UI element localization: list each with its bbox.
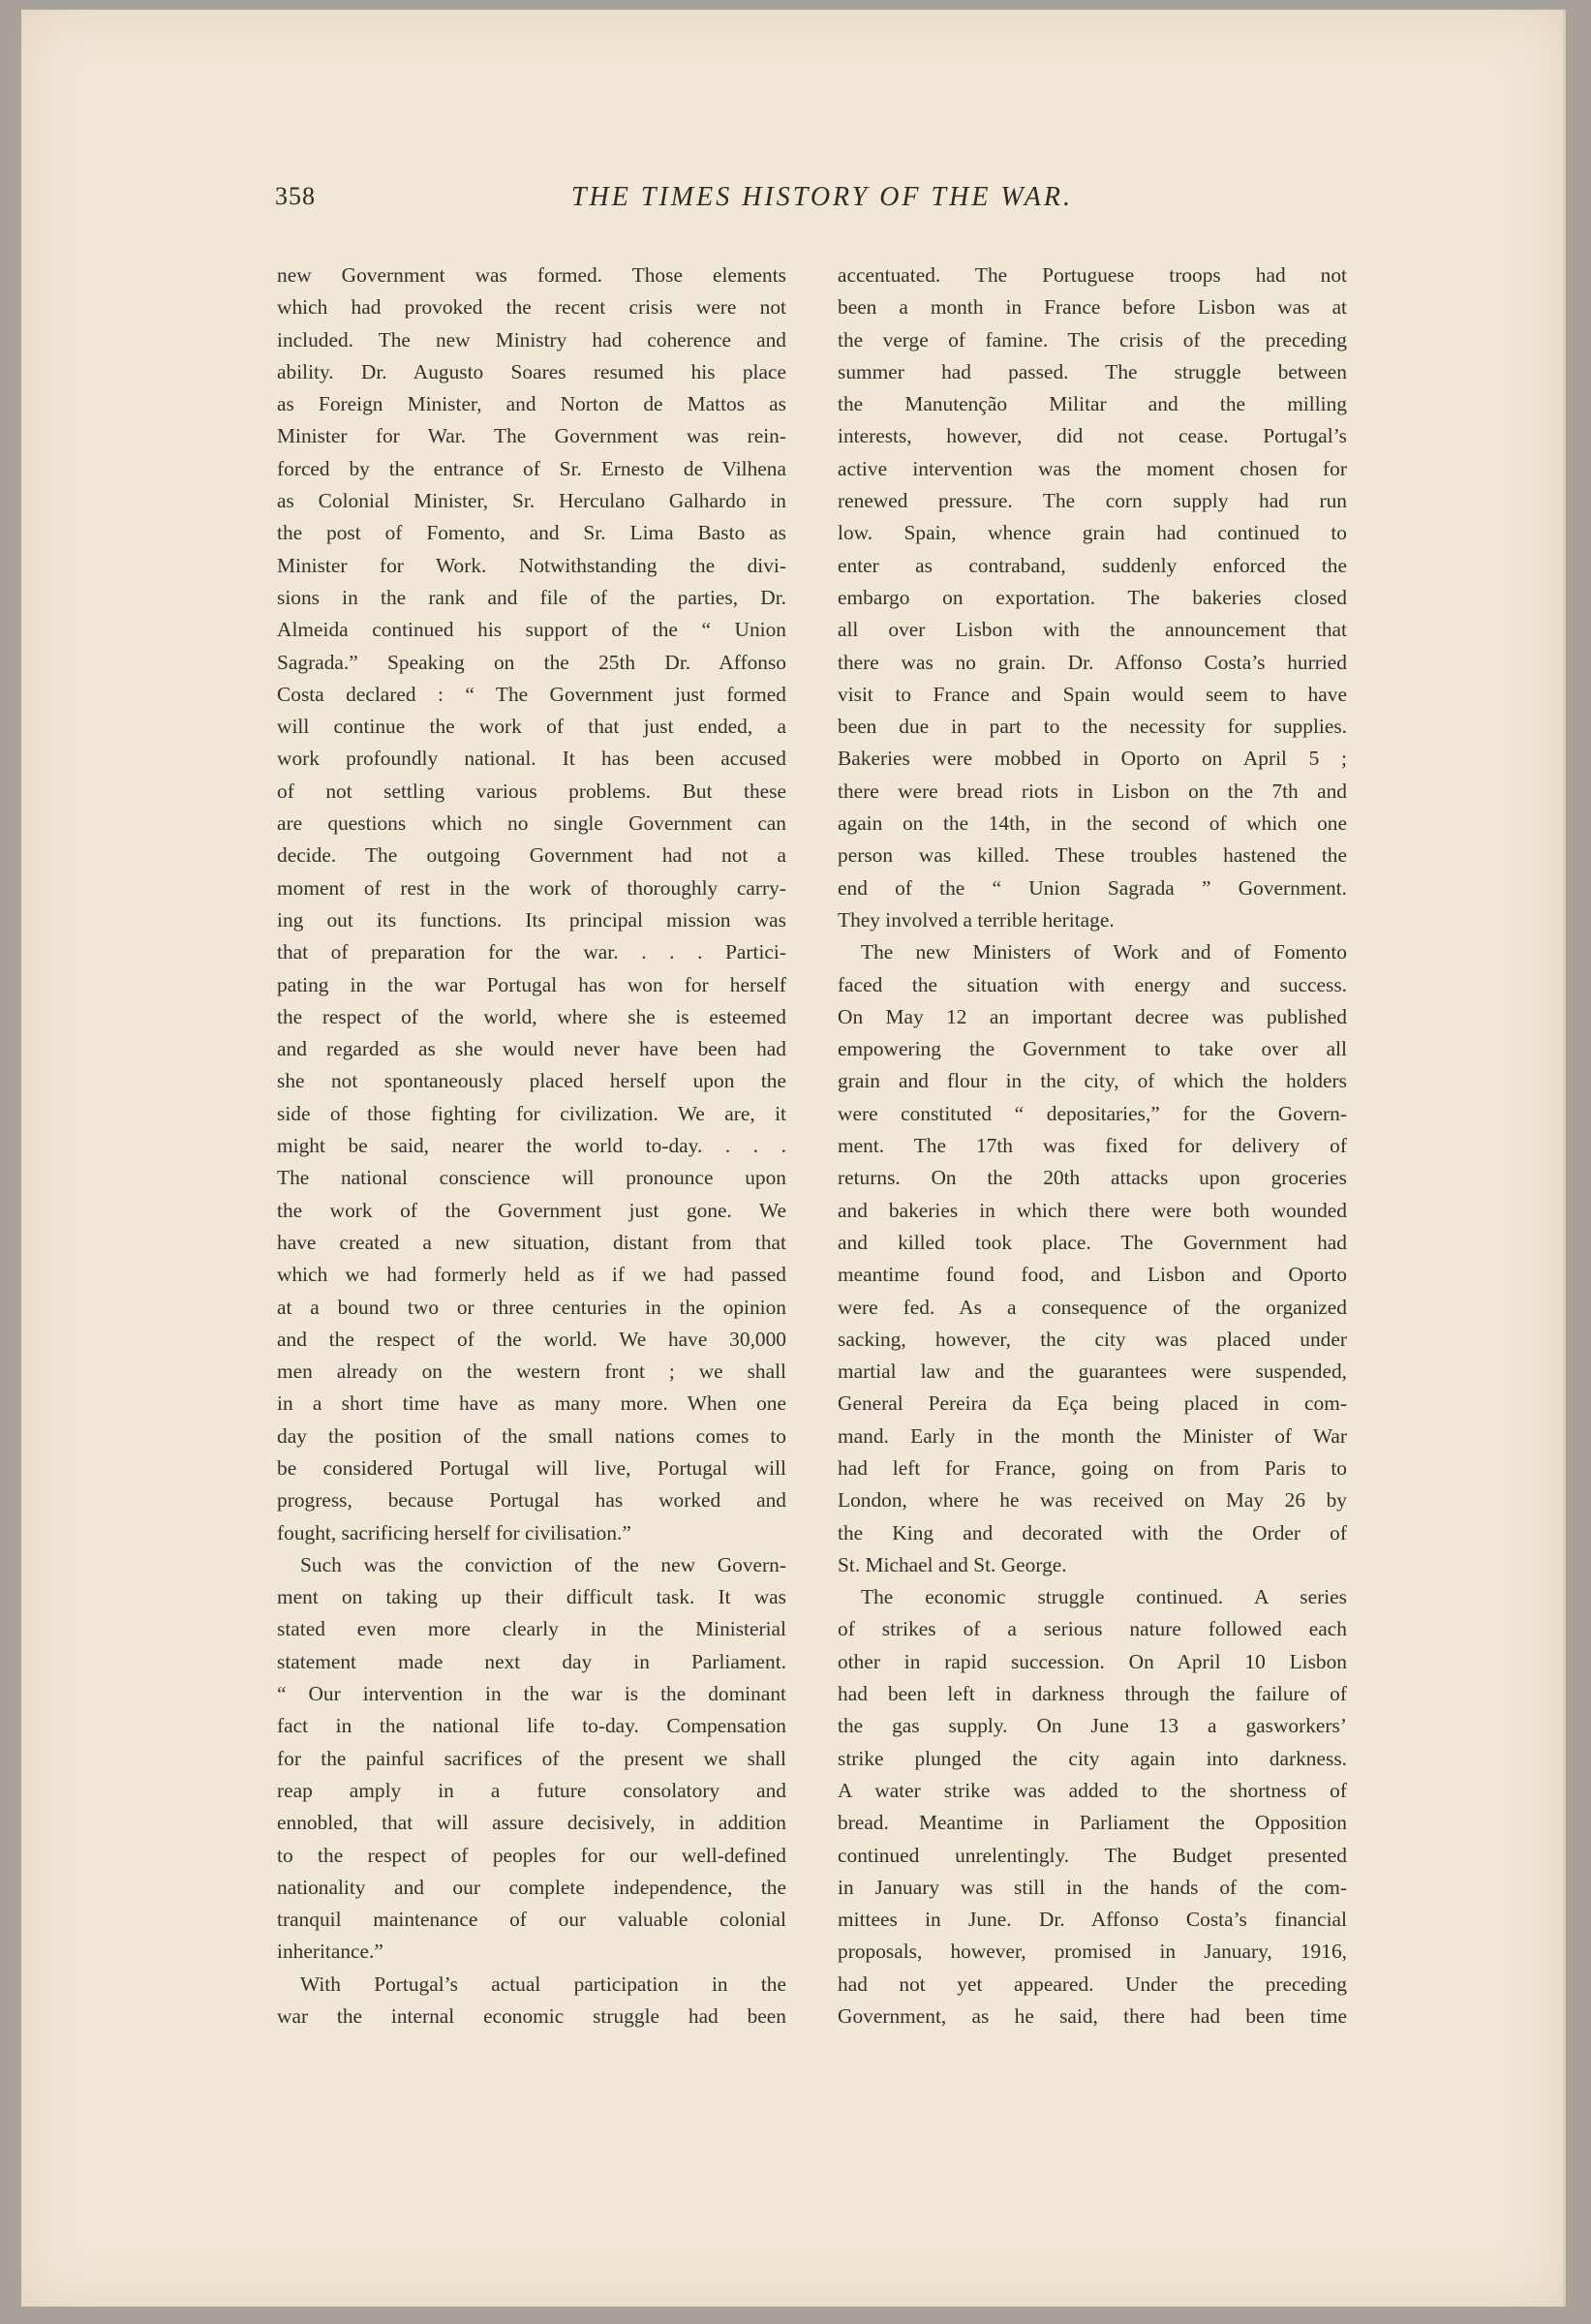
text-line: will continue the work of that just ended, a — [277, 715, 786, 739]
text-line: returns. On the 20th attacks upon groceries — [838, 1166, 1347, 1190]
text-line: pating in the war Portugal has won for herself — [277, 972, 786, 996]
text-line: low. Spain, whence grain had continued to — [838, 521, 1347, 545]
text-line: London, where he was received on May 26 by — [838, 1488, 1347, 1513]
text-line: tranquil maintenance of our valuable colonial — [277, 1908, 786, 1932]
text-line: in a short time have as many more. When one — [277, 1391, 786, 1416]
text-line: continued unrelentingly. The Budget presented — [838, 1843, 1347, 1867]
text-line: of strikes of a serious nature followed each — [838, 1617, 1347, 1641]
text-line: interests, however, did not cease. Portugal’s — [838, 424, 1347, 448]
text-line: end of the “ Union Sagrada ” Government. — [838, 875, 1347, 900]
text-line: With Portugal’s actual participation in the — [300, 1972, 786, 1996]
text-line: ment. The 17th was fixed for delivery of — [838, 1134, 1347, 1158]
text-line: had left for France, going on from Paris to — [838, 1455, 1347, 1480]
text-line: “ Our intervention in the war is the dominant — [277, 1682, 786, 1706]
text-line: that of preparation for the war. . . . Partici- — [277, 940, 786, 964]
text-line: as Foreign Minister, and Norton de Mattos as — [277, 392, 786, 416]
text-line: been a month in France before Lisbon was at — [838, 295, 1347, 320]
page-number: 358 — [275, 182, 316, 210]
text-line: ing out its functions. Its principal mission was — [277, 907, 786, 932]
text-line: visit to France and Spain would seem to have — [838, 682, 1347, 706]
text-line: Such was the conviction of the new Govern- — [300, 1552, 786, 1576]
text-line: the gas supply. On June 13 a gasworkers’ — [838, 1714, 1347, 1738]
book-page — [21, 10, 1566, 2307]
text-line: were fed. As a consequence of the organized — [838, 1295, 1347, 1319]
text-line: embargo on exportation. The bakeries closed — [838, 585, 1347, 609]
text-line: inheritance.” — [277, 1940, 383, 1964]
text-line: Costa declared : “ The Government just formed — [277, 682, 786, 706]
text-line: summer had passed. The struggle between — [838, 359, 1347, 383]
text-line: and the respect of the world. We have 30,000 — [277, 1327, 786, 1351]
text-line: which we had formerly held as if we had passed — [277, 1263, 786, 1287]
text-line: there were bread riots in Lisbon on the 7th and — [838, 779, 1347, 803]
text-line: the Manutenção Militar and the milling — [838, 392, 1347, 416]
text-line: faced the situation with energy and success. — [838, 972, 1347, 996]
text-line: as Colonial Minister, Sr. Herculano Galhardo in — [277, 489, 786, 513]
text-line: had not yet appeared. Under the preceding — [838, 1972, 1347, 1996]
text-line: there was no grain. Dr. Affonso Costa’s hurried — [838, 650, 1347, 674]
running-title: THE TIMES HISTORY OF THE WAR. — [570, 182, 1074, 212]
text-line: On May 12 an important decree was published — [838, 1004, 1347, 1028]
text-line: mand. Early in the month the Minister of War — [838, 1423, 1347, 1448]
text-line: moment of rest in the work of thoroughly carry- — [277, 875, 786, 900]
text-line: proposals, however, promised in January, 1916, — [838, 1940, 1347, 1964]
text-line: They involved a terrible heritage. — [838, 907, 1115, 932]
text-line: strike plunged the city again into darkness. — [838, 1746, 1347, 1770]
text-line: for the painful sacrifices of the present we shall — [277, 1746, 786, 1770]
text-line: fact in the national life to-day. Compensation — [277, 1714, 786, 1738]
text-line: Bakeries were mobbed in Oporto on April 5 ; — [838, 747, 1347, 771]
text-line: sions in the rank and file of the parties, Dr. — [277, 585, 786, 609]
text-line: included. The new Ministry had coherence and — [277, 327, 786, 352]
text-line: Minister for War. The Government was rein- — [277, 424, 786, 448]
text-line: reap amply in a future consolatory and — [277, 1778, 786, 1802]
text-line: and regarded as she would never have been had — [277, 1037, 786, 1061]
text-line: have created a new situation, distant from that — [277, 1230, 786, 1254]
text-line: men already on the western front ; we shall — [277, 1360, 786, 1384]
text-line: General Pereira da Eça being placed in com- — [838, 1391, 1347, 1416]
text-line: Almeida continued his support of the “ Union — [277, 618, 786, 642]
text-line: are questions which no single Government can — [277, 811, 786, 836]
text-line: The economic struggle continued. A series — [861, 1585, 1347, 1609]
text-line: be considered Portugal will live, Portugal will — [277, 1455, 786, 1480]
text-line: martial law and the guarantees were suspended, — [838, 1360, 1347, 1384]
text-line: Sagrada.” Speaking on the 25th Dr. Affonso — [277, 650, 786, 674]
text-line: day the position of the small nations comes to — [277, 1423, 786, 1448]
text-line: the post of Fomento, and Sr. Lima Basto as — [277, 521, 786, 545]
text-line: work profoundly national. It has been accused — [277, 747, 786, 771]
text-line: active intervention was the moment chosen for — [838, 456, 1347, 480]
text-line: meantime found food, and Lisbon and Oporto — [838, 1263, 1347, 1287]
text-line: sacking, however, the city was placed under — [838, 1327, 1347, 1351]
text-line: all over Lisbon with the announcement that — [838, 618, 1347, 642]
text-line: she not spontaneously placed herself upon the — [277, 1069, 786, 1093]
text-line: at a bound two or three centuries in the opinion — [277, 1295, 786, 1319]
text-line: the respect of the world, where she is esteemed — [277, 1004, 786, 1028]
text-line: war the internal economic struggle had been — [277, 2004, 786, 2029]
text-line: ment on taking up their difficult task. It was — [277, 1585, 786, 1609]
text-line: grain and flour in the city, of which the holders — [838, 1069, 1347, 1093]
text-line: and killed took place. The Government had — [838, 1230, 1347, 1254]
text-line: A water strike was added to the shortness of — [838, 1778, 1347, 1802]
text-line: empowering the Government to take over all — [838, 1037, 1347, 1061]
text-line: forced by the entrance of Sr. Ernesto de Vilhena — [277, 456, 786, 480]
text-line: other in rapid succession. On April 10 Lisbon — [838, 1649, 1347, 1673]
text-line: bread. Meantime in Parliament the Opposition — [838, 1811, 1347, 1835]
text-line: nationality and our complete independence, the — [277, 1875, 786, 1899]
text-line: statement made next day in Parliament. — [277, 1649, 786, 1673]
text-line: new Government was formed. Those elements — [277, 263, 786, 287]
text-line: and bakeries in which there were both wounded — [838, 1198, 1347, 1222]
text-line: enter as contraband, suddenly enforced the — [838, 553, 1347, 577]
text-line: St. Michael and St. George. — [838, 1552, 1067, 1576]
text-line: person was killed. These troubles hastened the — [838, 843, 1347, 868]
text-line: to the respect of peoples for our well-defined — [277, 1843, 786, 1867]
text-line: which had provoked the recent crisis were not — [277, 295, 786, 320]
text-line: decide. The outgoing Government had not a — [277, 843, 786, 868]
text-line: the work of the Government just gone. We — [277, 1198, 786, 1222]
text-line: The national conscience will pronounce upon — [277, 1166, 786, 1190]
text-line: of not settling various problems. But these — [277, 779, 786, 803]
text-line: ability. Dr. Augusto Soares resumed his place — [277, 359, 786, 383]
text-line: The new Ministers of Work and of Fomento — [861, 940, 1347, 964]
text-line: stated even more clearly in the Ministerial — [277, 1617, 786, 1641]
text-line: accentuated. The Portuguese troops had not — [838, 263, 1347, 287]
text-line: side of those fighting for civilization. We are, it — [277, 1101, 786, 1125]
text-line: in January was still in the hands of the com- — [838, 1875, 1347, 1899]
text-line: were constituted “ depositaries,” for the Govern- — [838, 1101, 1347, 1125]
text-line: fought, sacrificing herself for civilisation.” — [277, 1520, 631, 1544]
page-header — [275, 182, 1369, 221]
text-line: ennobled, that will assure decisively, in addition — [277, 1811, 786, 1835]
left-text-column — [277, 260, 786, 2033]
text-line: progress, because Portugal has worked and — [277, 1488, 786, 1513]
text-line: had been left in darkness through the failure of — [838, 1682, 1347, 1706]
text-line: been due in part to the necessity for supplies. — [838, 715, 1347, 739]
text-line: might be said, nearer the world to-day. . . . — [277, 1134, 786, 1158]
text-line: renewed pressure. The corn supply had run — [838, 489, 1347, 513]
text-line: Minister for Work. Notwithstanding the divi- — [277, 553, 786, 577]
text-line: Government, as he said, there had been time — [838, 2004, 1347, 2029]
text-line: mittees in June. Dr. Affonso Costa’s financial — [838, 1908, 1347, 1932]
text-line: the King and decorated with the Order of — [838, 1520, 1347, 1544]
text-line: the verge of famine. The crisis of the preceding — [838, 327, 1347, 352]
text-line: again on the 14th, in the second of which one — [838, 811, 1347, 836]
right-text-column — [838, 260, 1347, 2033]
